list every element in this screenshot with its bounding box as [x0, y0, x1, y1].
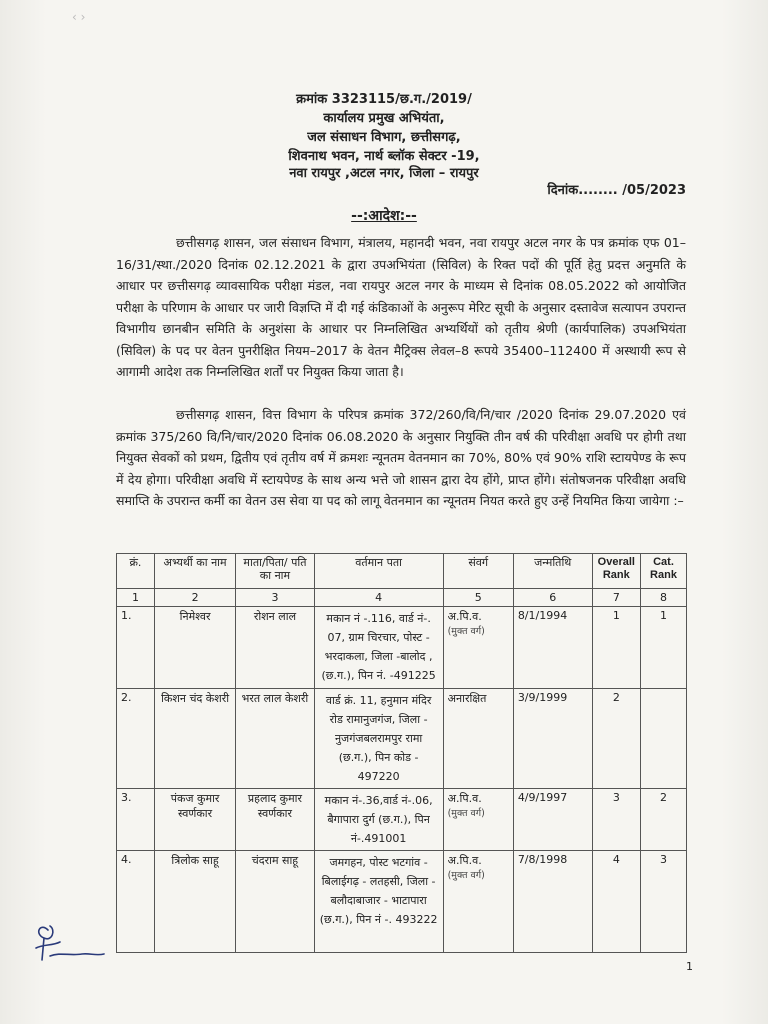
cell-serial: 4. [117, 851, 155, 953]
order-title: --:आदेश:-- [351, 208, 417, 224]
cell-category [443, 689, 513, 789]
category-sub-text: (मुक्त वर्ग) [447, 870, 485, 881]
col-number: 5 [443, 589, 513, 607]
header-category: संवर्ग [443, 554, 513, 589]
category-text: अ.पि.व. [447, 610, 482, 623]
cell-overall-rank: 4 [592, 851, 640, 953]
table-row [117, 789, 687, 851]
cell-address: मकान नं -.116, वार्ड नं-. 07, ग्राम चिरचार, पोस्ट - भरदाकला, जिला -बालोद , (छ.ग.), पिन नं. -491225 [314, 607, 443, 689]
cell-category [443, 851, 513, 953]
header-overall-rank: Overall Rank [592, 554, 640, 589]
header-dob: जन्मतिथि [513, 554, 592, 589]
cell-parent-name: भरत लाल केशरी [236, 689, 314, 789]
cell-overall-rank: 2 [592, 689, 640, 789]
paragraph-1 [116, 232, 686, 383]
cell-address: वार्ड क्रं. 11, हनुमान मंदिर रोड रामानुजगंज, जिला - नुजगंजबलरामपुर रामा (छ.ग.), पिन कोड - 497220 [314, 689, 443, 789]
cell-cat-rank: 3 [641, 851, 687, 953]
cell-category [443, 607, 513, 689]
table-header-row [117, 554, 687, 589]
cell-dob: 4/9/1997 [513, 789, 592, 851]
cell-category [443, 789, 513, 851]
column-number-row [117, 589, 687, 607]
col-number: 7 [592, 589, 640, 607]
paragraph-2 [116, 404, 686, 512]
office-name: कार्यालय प्रमुख अभियंता, [323, 111, 445, 126]
col-number: 8 [641, 589, 687, 607]
header-cat-rank: Cat. Rank [641, 554, 687, 589]
category-text: अ.पि.व. [447, 854, 482, 867]
cell-parent-name: चंदराम साहू [236, 851, 314, 953]
page-number: 1 [686, 960, 693, 973]
paragraph-1-text: छत्तीसगढ़ शासन, जल संसाधन विभाग, मंत्रालय, महानदी भवन, नवा रायपुर अटल नगर के पत्र क्रमांक एफ 01–16/31/स्था./2020 दिनांक 02.12.2021 के द्वारा उपअभियंता (सिविल) के रिक्त पदों की पूर्ति हेतु प्रदत्त अनुमति के आधार पर छत्तीसगढ़ व्यावसायिक परीक्षा मंडल, नवा रायपुर अटल नगर के माध्यम से दिनांक 08.05.2022 को आयोजित परीक्षा के परिणाम के आधार पर जारी विज्ञप्ति में दी गई कंडिकाओं के अनुरूप मेरिट सूची के अनुसार दस्तावेज सत्यापन उपरान्त विभागीय छानबीन समिति के अनुशंसा के आधार पर निम्नलिखित अभ्यर्थियों को तृतीय श्रेणी (कार्यपालिक) उपअभियंता (सिविल) के पद पर वेतन पुनरीक्षित नियम–2017 के वेतन मैट्रिक्स लेवल–8 रूपये 35400–112400 में अस्थायी रूप से आगामी आदेश तक निम्नलिखित शर्तों पर नियुक्त किया जाता है। [116, 235, 686, 379]
category-sub-text: (मुक्त वर्ग) [447, 808, 485, 819]
signature-mark [30, 912, 110, 972]
cell-overall-rank: 1 [592, 607, 640, 689]
cell-cat-rank: 2 [641, 789, 687, 851]
table-row [117, 851, 687, 953]
col-number: 1 [117, 589, 155, 607]
col-number: 4 [314, 589, 443, 607]
col-number: 3 [236, 589, 314, 607]
cell-cat-rank: 1 [641, 607, 687, 689]
cell-overall-rank: 3 [592, 789, 640, 851]
cell-candidate-name: पंकज कुमार स्वर्णकार [154, 789, 235, 851]
header-address: वर्तमान पता [314, 554, 443, 589]
building-address: शिवनाथ भवन, नार्थ ब्लॉक सेक्टर -19, [288, 149, 480, 164]
order-number: क्रमांक 3323115/छ.ग./2019/ [296, 92, 472, 107]
cell-address: जमगहन, पोस्ट भटगांव - बिलाईगढ़ - लतहसी, जिला - बलौदाबाजार - भाटापारा (छ.ग.), पिन नं -. 493222 [314, 851, 443, 953]
cell-dob: 8/1/1994 [513, 607, 592, 689]
cell-candidate-name: किशन चंद केशरी [154, 689, 235, 789]
cell-dob: 7/8/1998 [513, 851, 592, 953]
cell-parent-name: रोशन लाल [236, 607, 314, 689]
cell-address: मकान नं-.36,वार्ड नं-.06, बैगापारा दुर्ग (छ.ग.), पिन नं-.491001 [314, 789, 443, 851]
cell-parent-name: प्रहलाद कुमार स्वर्णकार [236, 789, 314, 851]
table-row [117, 607, 687, 689]
cell-dob: 3/9/1999 [513, 689, 592, 789]
cell-cat-rank [641, 689, 687, 789]
category-text: अ.पि.व. [447, 792, 482, 805]
department-name: जल संसाधन विभाग, छत्तीसगढ़, [307, 130, 461, 145]
appointee-table [116, 553, 687, 953]
category-sub-text: (मुक्त वर्ग) [447, 626, 485, 637]
col-number: 2 [154, 589, 235, 607]
order-date: दिनांक........ /05/2023 [547, 183, 686, 198]
table-row [117, 689, 687, 789]
cell-serial: 1. [117, 607, 155, 689]
scan-mark: ‹ › [72, 10, 86, 24]
header-parent-name: माता/पिता/ पति का नाम [236, 554, 314, 589]
paragraph-2-text: छत्तीसगढ़ शासन, वित्त विभाग के परिपत्र क्रमांक 372/260/वि/नि/चार /2020 दिनांक 29.07.2020 एवं क्रमांक 375/260 वि/नि/चार/2020 दिनांक 06.08.2020 के अनुसार नियुक्ति तीन वर्ष की परिवीक्षा अवधि पर होगी तथा नियुक्त सेवकों को प्रथम, द्वितीय एवं तृतीय वर्ष में क्रमशः न्यूनतम वेतनमान का 70%, 80% एवं 90% राशि स्टायपेण्ड के रूप में देय होगा। परिवीक्षा अवधि में स्टायपेण्ड के साथ अन्य भत्ते जो शासन द्वारा देय होंगे, प्राप्त होंगे। संतोषजनक परिवीक्षा अवधि समाप्ति के उपरान्त कर्मी का वेतन उस सेवा या पद को लागू वेतनमान का न्यूनतम नियत करते हुए उन्हें नियमित किया जायेगा :– [116, 407, 686, 508]
header-serial: क्रं. [117, 554, 155, 589]
cell-candidate-name: त्रिलोक साहू [154, 851, 235, 953]
city-address: नवा रायपुर ,अटल नगर, जिला – रायपुर [289, 166, 479, 181]
col-number: 6 [513, 589, 592, 607]
cell-serial: 2. [117, 689, 155, 789]
cell-candidate-name: निमेश्वर [154, 607, 235, 689]
cell-serial: 3. [117, 789, 155, 851]
category-text: अनारक्षित [447, 692, 487, 705]
header-candidate-name: अभ्यर्थी का नाम [154, 554, 235, 589]
